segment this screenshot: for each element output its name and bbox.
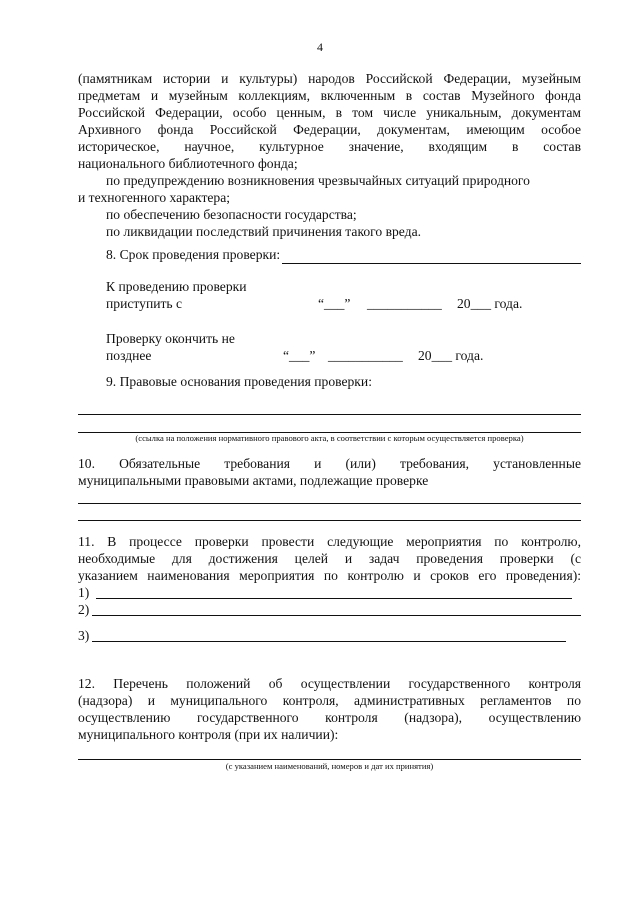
item11-line-3: указанием наименования мероприятия по контролю и сроков его проведения): bbox=[78, 568, 581, 583]
item9-fill-line-1 bbox=[78, 414, 581, 415]
activity-fill-line-2 bbox=[92, 615, 581, 616]
item11-line-2: необходимые для достижения целей и задач проведения проверки (с bbox=[78, 551, 581, 566]
item10-line-1: 10. Обязательные требования и (или) требования, установленные bbox=[78, 456, 581, 471]
item12-fill-line bbox=[78, 759, 581, 760]
para7-line-3: Российской Федерации, особо ценным, в том числе уникальным, документам bbox=[78, 105, 581, 120]
item12-line-4: муниципального контроля (при их наличии): bbox=[78, 727, 339, 742]
emergency-line-2: и техногенного характера; bbox=[78, 190, 231, 205]
end-month-blank: ___________ bbox=[328, 348, 403, 363]
item11-line-1: 11. В процессе проверки провести следующие мероприятия по контролю, bbox=[78, 534, 581, 549]
end-year: 20___ года. bbox=[418, 348, 484, 363]
item10-line-2: муниципальными правовыми актами, подлежащие проверке bbox=[78, 473, 429, 488]
end-day-quote: “___” bbox=[283, 348, 316, 363]
item12-line-3: осуществлению государственного контроля (надзора), осуществлению bbox=[78, 710, 581, 725]
item9-caption: (ссылка на положения нормативного правового акта, в соответствии с которым осуществляется проверка) bbox=[135, 433, 524, 443]
page-number: 4 bbox=[317, 40, 323, 54]
para7-line-1: (памятникам истории и культуры) народов Российской Федерации, музейным bbox=[78, 71, 581, 86]
start-month-blank: ___________ bbox=[367, 296, 442, 311]
item10-fill-line-2 bbox=[78, 520, 581, 521]
para7-line-2: предметам и музейным коллекциям, включенным в состав Музейного фонда bbox=[78, 88, 581, 103]
item8-fill-line bbox=[282, 263, 581, 264]
security-line: по обеспечению безопасности государства; bbox=[106, 207, 357, 222]
activity-number-3: 3) bbox=[78, 628, 90, 643]
para7-line-5: историческое, научное, культурное значение, входящим в состав bbox=[78, 139, 581, 154]
activity-fill-line-3 bbox=[92, 641, 566, 642]
item12-line-2: (надзора) и муниципального контроля, административных регламентов по bbox=[78, 693, 581, 708]
activity-fill-line-1 bbox=[96, 598, 572, 599]
emergency-line-1: по предупреждению возникновения чрезвычайных ситуаций природного bbox=[106, 173, 530, 188]
start-day-quote: “___” bbox=[318, 296, 351, 311]
liquidation-line: по ликвидации последствий причинения такого вреда. bbox=[106, 224, 422, 239]
item12-line-1: 12. Перечень положений об осуществлении государственного контроля bbox=[78, 676, 581, 691]
start-label-1: К проведению проверки bbox=[106, 279, 247, 294]
para7-line-4: Архивного фонда Российской Федерации, документам, имеющим особое bbox=[78, 122, 581, 137]
item10-fill-line-1 bbox=[78, 503, 581, 504]
para7-line-6: национального библиотечного фонда; bbox=[78, 156, 298, 171]
start-label-2: приступить с bbox=[106, 296, 183, 311]
start-year: 20___ года. bbox=[457, 296, 523, 311]
item12-caption: (с указанием наименований, номеров и дат их принятия) bbox=[225, 761, 434, 771]
end-label-2: позднее bbox=[106, 348, 152, 363]
activity-number-1: 1) bbox=[78, 585, 90, 600]
activity-number-2: 2) bbox=[78, 602, 90, 617]
item8-heading: 8. Срок проведения проверки: bbox=[106, 247, 281, 262]
item9-heading: 9. Правовые основания проведения проверки: bbox=[106, 374, 372, 389]
end-label-1: Проверку окончить не bbox=[106, 331, 235, 346]
